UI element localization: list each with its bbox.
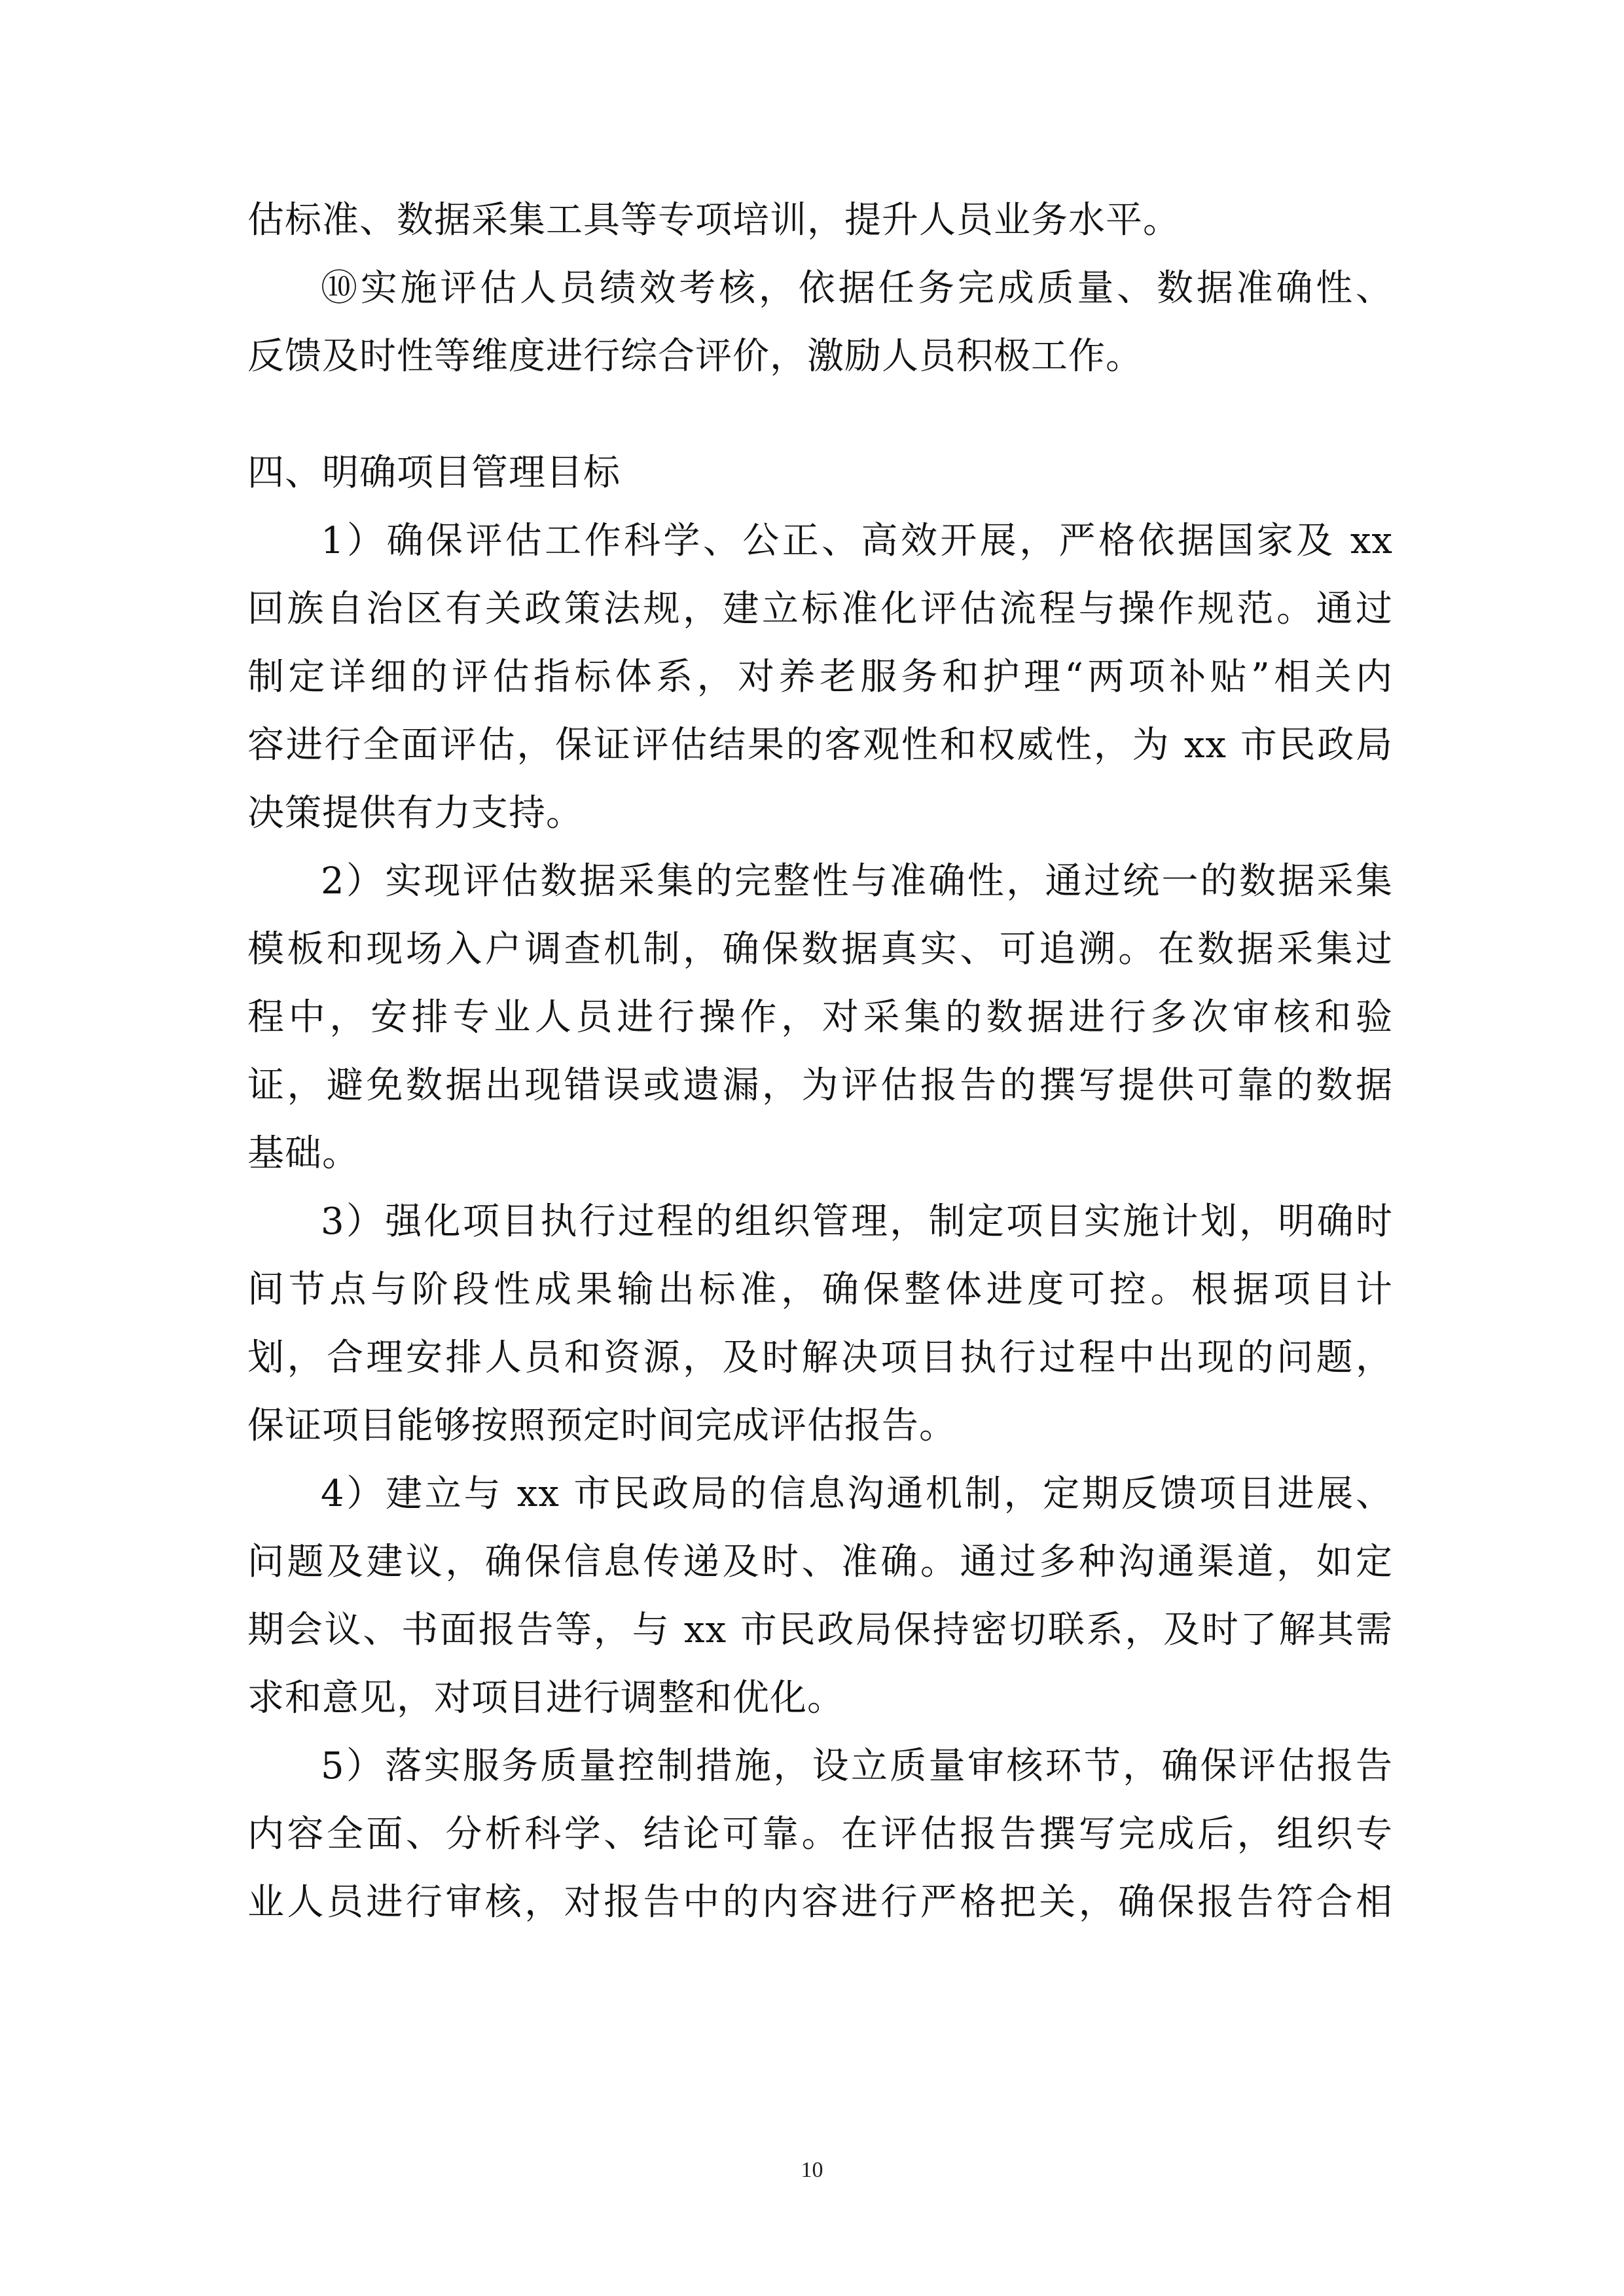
body-line: 制定详细的评估指标体系，对养老服务和护理“两项补贴”相关内 xyxy=(247,656,1393,698)
body-line: 估标准、数据采集工具等专项培训，提升人员业务水平。 xyxy=(247,199,1180,242)
body-line: 问题及建议，确保信息传递及时、准确。通过多种沟通渠道，如定 xyxy=(247,1541,1393,1583)
body-line: 5）落实服务质量控制措施，设立质量审核环节，确保评估报告 xyxy=(321,1745,1393,1787)
body-line: 间节点与阶段性成果输出标准，确保整体进度可控。根据项目计 xyxy=(247,1268,1393,1311)
page-number: 10 xyxy=(801,2158,823,2182)
body-line: 程中，安排专业人员进行操作，对采集的数据进行多次审核和验 xyxy=(247,996,1393,1039)
body-line: 内容全面、分析科学、结论可靠。在评估报告撰写完成后，组织专 xyxy=(247,1813,1393,1856)
body-line: 1）确保评估工作科学、公正、高效开展，严格依据国家及 xx xyxy=(321,520,1393,562)
body-line: ⑩实施评估人员绩效考核，依据任务完成质量、数据准确性、 xyxy=(321,267,1393,310)
document-body xyxy=(247,187,1393,1937)
body-line: 期会议、书面报告等，与 xx 市民政局保持密切联系，及时了解其需 xyxy=(247,1609,1393,1651)
body-line: 容进行全面评估，保证评估结果的客观性和权威性，为 xx 市民政局 xyxy=(247,724,1393,766)
body-line: 回族自治区有关政策法规，建立标准化评估流程与操作规范。通过 xyxy=(247,588,1393,630)
body-line: 模板和现场入户调查机制，确保数据真实、可追溯。在数据采集过 xyxy=(247,928,1393,971)
body-line: 求和意见，对项目进行调整和优化。 xyxy=(247,1677,844,1719)
body-line: 业人员进行审核，对报告中的内容进行严格把关，确保报告符合相 xyxy=(247,1881,1393,1924)
body-line: 决策提供有力支持。 xyxy=(247,792,583,834)
body-line: 证，避免数据出现错误或遗漏，为评估报告的撰写提供可靠的数据 xyxy=(247,1064,1393,1107)
body-line: 保证项目能够按照预定时间完成评估报告。 xyxy=(247,1405,956,1447)
body-line: 4）建立与 xx 市民政局的信息沟通机制，定期反馈项目进展、 xyxy=(321,1473,1393,1515)
section-heading: 四、明确项目管理目标 xyxy=(247,452,621,494)
body-line: 2）实现评估数据采集的完整性与准确性，通过统一的数据采集 xyxy=(321,860,1393,903)
body-line: 3）强化项目执行过程的组织管理，制定项目实施计划，明确时 xyxy=(321,1200,1393,1243)
body-line: 基础。 xyxy=(247,1132,359,1175)
body-line: 划，合理安排人员和资源，及时解决项目执行过程中出现的问题， xyxy=(247,1336,1393,1379)
paragraph-gap xyxy=(247,391,1393,439)
body-line: 反馈及时性等维度进行综合评价，激励人员积极工作。 xyxy=(247,335,1143,378)
